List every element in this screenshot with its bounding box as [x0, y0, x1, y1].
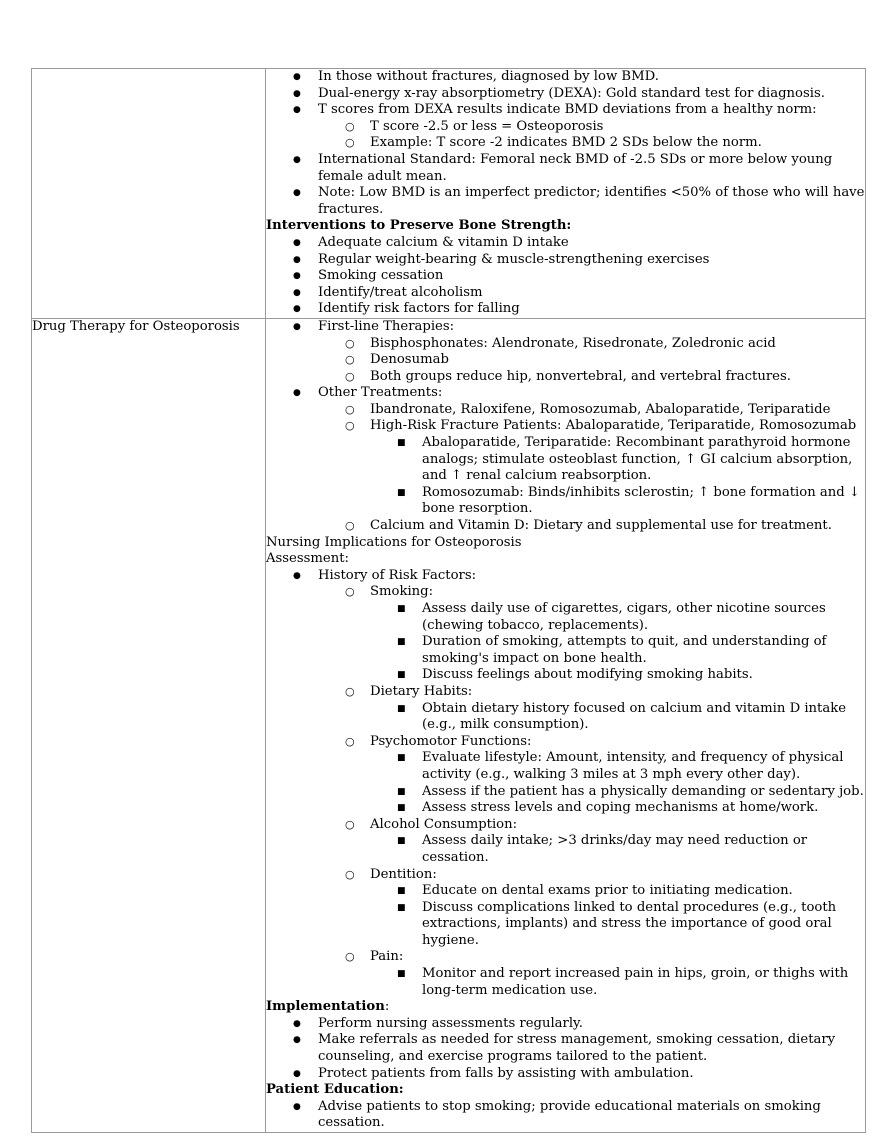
list-item: ● Identify risk factors for falling — [266, 301, 865, 318]
interventions-heading: Interventions to Preserve Bone Strength: — [266, 218, 572, 234]
list-item — [318, 817, 865, 867]
dentition-sublist — [370, 883, 865, 949]
patient-education-heading: Patient Education: — [266, 1082, 404, 1098]
implementation-heading-line — [266, 999, 865, 1016]
list-item — [318, 684, 865, 734]
list-item: ■ Obtain dietary history focused on calcium and vitamin D intake (e.g., milk consumption). — [370, 701, 865, 734]
interventions-list — [266, 235, 865, 318]
diagnosis-list — [266, 69, 865, 218]
row-label: Drug Therapy for Osteoporosis — [32, 318, 266, 1132]
therapy-list — [266, 319, 865, 535]
first-line-sublist — [318, 336, 865, 386]
list-item-text: High-Risk Fracture Patients: Abaloparatide, Teriparatide, Romosozumab — [370, 418, 857, 434]
implementation-list — [266, 1016, 865, 1082]
list-item: ● Protect patients from falls by assisting with ambulation. — [266, 1066, 865, 1083]
list-item: ■ Monitor and report increased pain in hips, groin, or thighs with long-term medication use. — [370, 966, 865, 999]
risk-factor-sublist — [318, 584, 865, 999]
list-item: ■ Discuss feelings about modifying smoking habits. — [370, 667, 865, 684]
patient-education-list — [266, 1099, 865, 1132]
list-item: ■ Romosozumab: Binds/inhibits sclerostin; ↑ bone formation and ↓ bone resorption. — [370, 485, 865, 518]
list-item: ○ Bisphosphonates: Alendronate, Risedronate, Zoledronic acid — [318, 336, 865, 353]
list-item: ■ Educate on dental exams prior to initiating medication. — [370, 883, 865, 900]
assessment-heading: Assessment: — [266, 551, 349, 567]
list-item — [318, 867, 865, 950]
list-item — [266, 319, 865, 385]
list-item: ■ Discuss complications linked to dental procedures (e.g., tooth extractions, implants) and stress the importance of good oral hygiene. — [370, 900, 865, 950]
list-item: ● Adequate calcium & vitamin D intake — [266, 235, 865, 252]
list-item-text: Dietary Habits: — [370, 683, 473, 699]
pain-sublist — [370, 966, 865, 999]
row-content — [266, 69, 866, 319]
psychomotor-sublist — [370, 750, 865, 816]
list-item: ○ Example: T score -2 indicates BMD 2 SDs below the norm. — [318, 135, 865, 152]
list-item: ● Advise patients to stop smoking; provide educational materials on smoking cessation. — [266, 1099, 865, 1132]
list-item: ■ Assess daily intake; >3 drinks/day may need reduction or cessation. — [370, 833, 865, 866]
list-item: ● Dual-energy x-ray absorptiometry (DEXA): Gold standard test for diagnosis. — [266, 86, 865, 103]
nursing-heading: Nursing Implications for Osteoporosis — [266, 534, 522, 550]
list-item: ○ Ibandronate, Raloxifene, Romosozumab, Abaloparatide, Teriparatide — [318, 402, 865, 419]
notes-table — [31, 68, 866, 1133]
list-item: ■ Assess stress levels and coping mechanisms at home/work. — [370, 800, 865, 817]
list-item — [266, 385, 865, 534]
list-item: ● International Standard: Femoral neck BMD of -2.5 SDs or more below young female adult mean. — [266, 152, 865, 185]
list-item-text: Pain: — [370, 949, 404, 965]
table-row-drug-therapy — [32, 318, 866, 1132]
list-item: ■ Assess daily use of cigarettes, cigars, other nicotine sources (chewing tobacco, replacements). — [370, 601, 865, 634]
list-item-text: First-line Therapies: — [318, 318, 455, 334]
list-item-text: History of Risk Factors: — [318, 567, 477, 583]
list-item — [266, 102, 865, 152]
dietary-sublist — [370, 701, 865, 734]
list-item — [266, 568, 865, 999]
row-label — [32, 69, 266, 319]
tscore-sublist — [318, 119, 865, 152]
list-item-text: T scores from DEXA results indicate BMD deviations from a healthy norm: — [318, 102, 817, 118]
list-item: ● Smoking cessation — [266, 268, 865, 285]
list-item: ■ Assess if the patient has a physically demanding or sedentary job. — [370, 784, 865, 801]
list-item: ○ T score -2.5 or less = Osteoporosis — [318, 119, 865, 136]
list-item-text: Psychomotor Functions: — [370, 733, 532, 749]
smoking-sublist — [370, 601, 865, 684]
list-item: ● Regular weight-bearing & muscle-strengthening exercises — [266, 252, 865, 269]
table-row-diagnosis — [32, 69, 866, 319]
list-item: ● Note: Low BMD is an imperfect predictor; identifies <50% of those who will have fractures. — [266, 185, 865, 218]
high-risk-sublist — [370, 435, 865, 518]
assessment-list — [266, 568, 865, 999]
other-treatments-sublist — [318, 402, 865, 535]
list-item: ■ Abaloparatide, Teriparatide: Recombinant parathyroid hormone analogs; stimulate osteoblast function, ↑ GI calcium absorption, and ↑ renal calcium reabsorption. — [370, 435, 865, 485]
list-item — [318, 734, 865, 817]
list-item: ● Perform nursing assessments regularly. — [266, 1016, 865, 1033]
list-item — [318, 418, 865, 518]
list-item: ● Make referrals as needed for stress management, smoking cessation, dietary counseling, and exercise programs tailored to the patient. — [266, 1032, 865, 1065]
list-item: ○ Denosumab — [318, 352, 865, 369]
list-item: ● Identify/treat alcoholism — [266, 285, 865, 302]
list-item-text: Alcohol Consumption: — [370, 816, 518, 832]
list-item-text: Other Treatments: — [318, 385, 443, 401]
list-item — [318, 949, 865, 999]
implementation-heading: Implementation — [266, 999, 385, 1015]
list-item: ○ Both groups reduce hip, nonvertebral, and vertebral fractures. — [318, 369, 865, 386]
list-item: ● In those without fractures, diagnosed by low BMD. — [266, 69, 865, 86]
alcohol-sublist — [370, 833, 865, 866]
list-item — [318, 584, 865, 684]
list-item: ■ Evaluate lifestyle: Amount, intensity, and frequency of physical activity (e.g., walking 3 miles at 3 mph every other day). — [370, 750, 865, 783]
list-item: ■ Duration of smoking, attempts to quit, and understanding of smoking's impact on bone health. — [370, 634, 865, 667]
list-item: ○ Calcium and Vitamin D: Dietary and supplemental use for treatment. — [318, 518, 865, 535]
list-item-text: Dentition: — [370, 866, 437, 882]
list-item-text: Smoking: — [370, 584, 434, 600]
implementation-colon: : — [384, 999, 390, 1015]
row-content — [266, 318, 866, 1132]
